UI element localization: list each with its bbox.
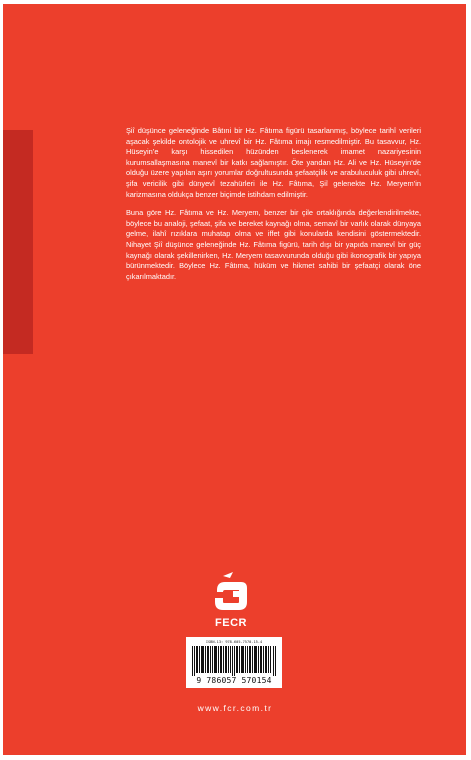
- isbn-label: ISBN-13: 978-605-7570-15-4: [205, 640, 263, 644]
- publisher-website[interactable]: www.fcr.com.tr: [197, 703, 273, 713]
- back-cover-blurb: [126, 126, 421, 290]
- spine-accent-bar: [3, 130, 33, 354]
- barcode: [192, 646, 276, 676]
- isbn-barcode-block: [186, 637, 282, 688]
- publisher-name: FECR: [215, 617, 247, 629]
- blurb-paragraph-1: Şiî düşünce geleneğinde Bâtıni bir Hz. Fâtıma figürü tasarlanmış, böylece tarihî verileri aşacak şekilde ontolojik ve uhrevî bir Hz. Fâtıma imajı resmedilmiştir. Bu tasavvur, Hz. Hüseyin’e karşı hissedilen hüzünden beslenerek imamet nazariyesinin kurumsallaşmasına manevî bir katkı sağlamıştır. Öte yandan Hz. Ali ve Hz. Hüseyin’de olduğu üzere yapılan aşırı yorumlar doğrultusunda şefaatçilik ve arabuluculuk gibi uhrevî, şifa vericilik gibi dünyevî tezahürleri ile Hz. Fâtıma, Şiî gelenekte Hz. Meryem’in karizmasına oldukça benzer biçimde istihdam edilmiştir.: [126, 126, 421, 199]
- fecr-logo-icon: [211, 572, 251, 616]
- blurb-paragraph-2: Buna göre Hz. Fâtıma ve Hz. Meryem, benzer bir çile ortaklığında değerlendirilmekte, böylece bu analoji, şefaat, şifa ve bereket kaynağı olma, semavî bir varlık olarak dünyaya gelme, ilahî rızıklara muhatap olma ve iffet gibi konularda kendisini göstermektedir. Nihayet Şiî düşünce geleneğinde Hz. Fâtıma figürü, tarih dışı bir yapıda manevî bir güç kaynağı olarak şekillenirken, Hz. Meryem tasavvurunda olduğu gibi ikonografik bir yapıya bürünmektedir. Böylece Hz. Fâtıma, hüküm ve hikmet sahibi bir şefaatçi olarak öne çıkarılmaktadır.: [126, 208, 421, 281]
- isbn-number: 9 786057 570154: [196, 676, 272, 685]
